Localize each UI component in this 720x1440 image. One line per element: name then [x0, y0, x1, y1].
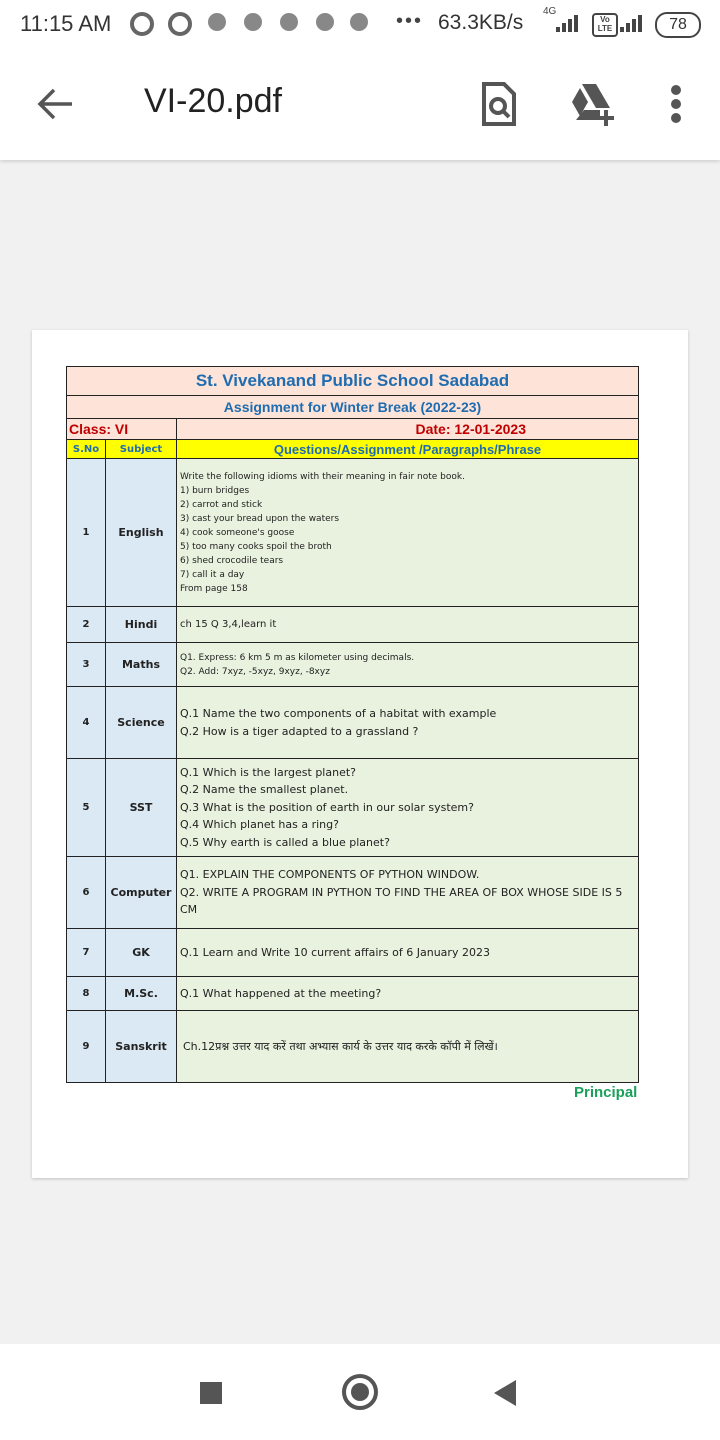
table-row: [67, 929, 639, 977]
network-type: 4G: [543, 6, 557, 17]
table-row: [67, 759, 639, 857]
network-speed: 63.3KB/s: [438, 11, 524, 34]
question-line: Ch.12प्रश्न उत्तर याद करें तथा अभ्यास कार्य के उत्तर याद करके कॉपी में लिखें।: [183, 1040, 498, 1053]
question-line: 6) shed crocodile tears: [180, 555, 284, 566]
row-subject: Maths: [106, 643, 177, 687]
question-line: Q1. Express: 6 km 5 m as kilometer using decimals.: [180, 652, 415, 663]
volte-icon: Vo LTE: [592, 13, 618, 37]
notification-icon: [244, 13, 262, 31]
recent-apps-button[interactable]: [200, 1382, 222, 1404]
question-line: Q.2 Name the smallest planet.: [180, 783, 349, 797]
question-line: Q2. WRITE A PROGRAM IN PYTHON TO FIND THE AREA OF BOX WHOSE SIDE IS 5 CM: [180, 885, 623, 917]
table-row: [67, 459, 639, 607]
row-subject: Sanskrit: [106, 1011, 177, 1083]
row-questions: [177, 977, 639, 1011]
notification-icon: [280, 13, 298, 31]
header-questions: Questions/Assignment /Paragraphs/Phrase: [177, 440, 639, 459]
row-questions: [177, 929, 639, 977]
back-button[interactable]: [494, 1380, 516, 1406]
drive-add-icon[interactable]: [566, 80, 614, 128]
status-bar: [0, 0, 720, 48]
question-line: Q2. Add: 7xyz, -5xyz, 9xyz, -8xyz: [180, 666, 330, 677]
question-line: ch 15 Q 3,4,learn it: [180, 619, 277, 630]
more-notifications-icon: •••: [396, 10, 424, 32]
question-line: 4) cook someone's goose: [180, 527, 295, 538]
row-subject: Computer: [106, 857, 177, 929]
question-line: Q.5 Why earth is called a blue planet?: [180, 835, 390, 849]
home-button[interactable]: [342, 1374, 378, 1410]
row-subject: M.Sc.: [106, 977, 177, 1011]
row-questions: [177, 643, 639, 687]
page-title: VI-20.pdf: [144, 82, 282, 120]
notification-icon: [316, 13, 334, 31]
app-notification-icon: [130, 12, 154, 36]
assignment-title: Assignment for Winter Break (2022-23): [67, 396, 639, 419]
table-row: [67, 1011, 639, 1083]
question-line: Q.1 What happened at the meeting?: [180, 986, 382, 1000]
signal-strength-icon: [620, 14, 646, 32]
row-questions: [177, 857, 639, 929]
row-number: 1: [67, 459, 106, 607]
question-line: 7) call it a day: [180, 569, 245, 580]
row-number: 8: [67, 977, 106, 1011]
row-subject: English: [106, 459, 177, 607]
date-label: Date: 12-01-2023: [177, 419, 639, 440]
table-row: [67, 687, 639, 759]
row-questions: [177, 459, 639, 607]
question-line: Q.1 Name the two components of a habitat with example: [180, 707, 497, 720]
question-line: Q.1 Learn and Write 10 current affairs of 6 January 2023: [180, 945, 490, 959]
row-number: 5: [67, 759, 106, 857]
row-questions: [177, 687, 639, 759]
question-line: 5) too many cooks spoil the broth: [180, 541, 332, 552]
row-number: 6: [67, 857, 106, 929]
row-questions: [177, 1011, 639, 1083]
notification-icon: [208, 13, 226, 31]
header-sno: S.No: [67, 440, 106, 459]
question-line: 2) carrot and stick: [180, 499, 263, 510]
row-number: 9: [67, 1011, 106, 1083]
row-number: 7: [67, 929, 106, 977]
class-label: Class: VI: [67, 419, 177, 440]
row-subject: SST: [106, 759, 177, 857]
question-line: 1) burn bridges: [180, 485, 250, 496]
row-subject: Hindi: [106, 607, 177, 643]
question-line: Q.4 Which planet has a ring?: [180, 818, 339, 832]
more-vert-icon[interactable]: [664, 80, 688, 128]
table-row: [67, 643, 639, 687]
school-name: St. Vivekanand Public School Sadabad: [67, 367, 639, 396]
row-number: 2: [67, 607, 106, 643]
row-subject: Science: [106, 687, 177, 759]
question-line: Q.1 Which is the largest planet?: [180, 765, 356, 779]
row-questions: [177, 759, 639, 857]
question-line: From page 158: [180, 583, 248, 594]
question-line: Q.3 What is the position of earth in our solar system?: [180, 800, 474, 814]
table-row: [67, 857, 639, 929]
question-line: Write the following idioms with their meaning in fair note book.: [180, 471, 465, 482]
app-bar: [0, 48, 720, 160]
pdf-page: [32, 330, 688, 1178]
row-number: 4: [67, 687, 106, 759]
table-row: [67, 977, 639, 1011]
question-line: Q.2 How is a tiger adapted to a grassland ?: [180, 724, 419, 738]
search-document-icon[interactable]: [474, 80, 522, 128]
status-time: 11:15 AM: [20, 11, 112, 36]
principal-signature: Principal: [574, 1084, 638, 1101]
header-subject: Subject: [106, 440, 177, 459]
question-line: 3) cast your bread upon the waters: [180, 513, 340, 524]
table-row: [67, 607, 639, 643]
row-subject: GK: [106, 929, 177, 977]
arrow-back-icon[interactable]: [36, 84, 76, 124]
notification-icon: [350, 13, 368, 31]
row-number: 3: [67, 643, 106, 687]
app-notification-icon: [168, 12, 192, 36]
row-questions: [177, 607, 639, 643]
assignment-table: [66, 366, 639, 1083]
home-icon: [351, 1383, 369, 1401]
question-line: Q1. EXPLAIN THE COMPONENTS OF PYTHON WINDOW.: [180, 868, 480, 882]
battery-icon: 78: [655, 12, 701, 38]
signal-strength-icon: [556, 14, 582, 32]
